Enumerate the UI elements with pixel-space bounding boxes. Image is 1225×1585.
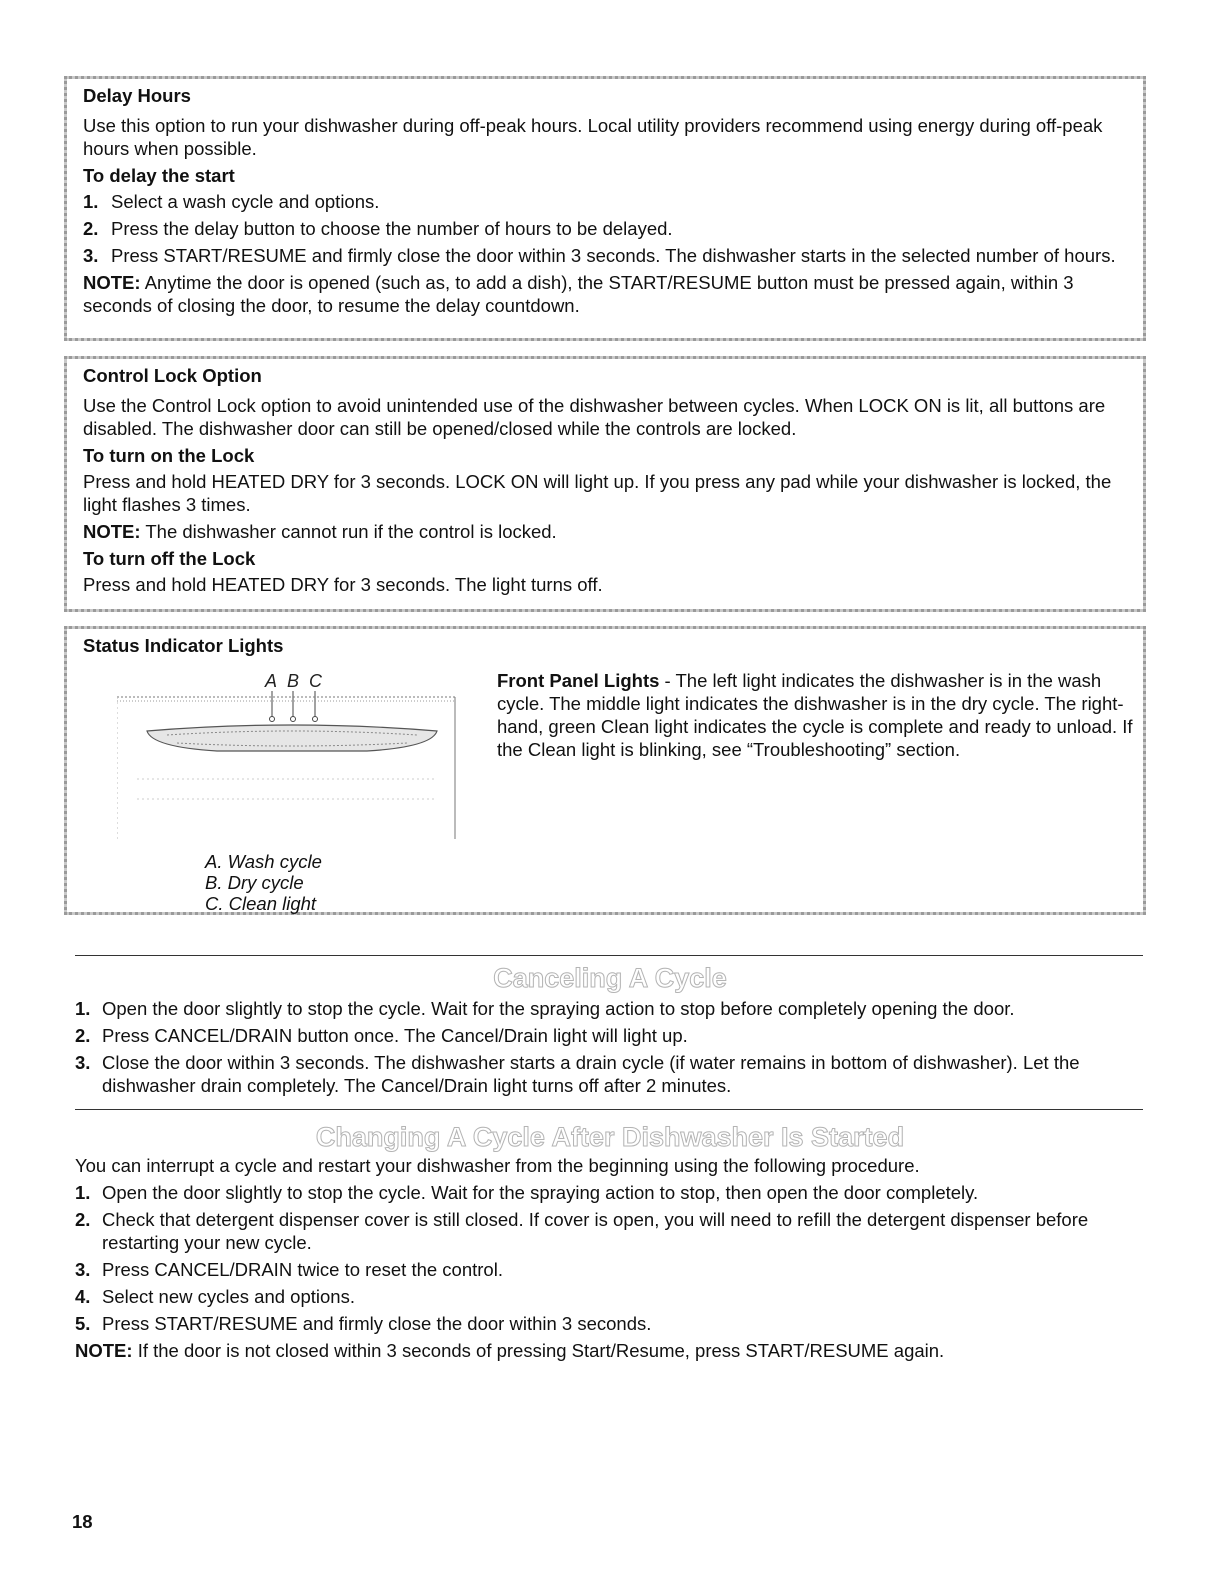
delay-hours-intro: Use this option to run your dishwasher during off-peak hours. Local utility providers recommend using energy during off-peak hours when possible. — [83, 115, 1103, 159]
lock-note: NOTE: The dishwasher cannot run if the control is locked. — [83, 521, 557, 542]
delay-note: NOTE: Anytime the door is opened (such as, to add a dish), the START/RESUME button must be pressed again, within 3 seconds of closing the door, to resume the delay countdown. — [83, 272, 1074, 316]
changing-note: NOTE: If the door is not closed within 3 seconds of pressing Start/Resume, press START/RESUME again. — [75, 1340, 945, 1361]
clean-light-icon — [313, 717, 318, 722]
cancel-steps — [75, 997, 1143, 1097]
list-item: 1. Open the door slightly to stop the cycle. Wait for the spraying action to stop, then open the door completely. — [75, 1182, 979, 1203]
door-handle-icon — [147, 725, 437, 751]
front-panel-text: - The left light indicates the dishwasher is in the wash cycle. The middle light indicates the dishwasher is in the dry cycle. The right-hand, green Clean light indicates the cycle is complete and ready to unload. If the Clean light is blinking, see “Troubleshooting” section. — [497, 670, 1133, 760]
lock-off-subtitle: To turn off the Lock — [83, 548, 256, 569]
list-item: 3. Press CANCEL/DRAIN twice to reset the control. — [75, 1259, 503, 1280]
list-item: 1. Open the door slightly to stop the cycle. Wait for the spraying action to stop before completely opening the door. — [75, 998, 1015, 1019]
list-item: 5. Press START/RESUME and firmly close the door within 3 seconds. — [75, 1313, 652, 1334]
lock-off-text: Press and hold HEATED DRY for 3 seconds. The light turns off. — [83, 574, 603, 595]
label-c: C — [309, 671, 322, 691]
delay-hours-box — [64, 76, 1146, 341]
control-lock-title: Control Lock Option — [83, 365, 262, 386]
dishwasher-panel-illustration — [117, 669, 457, 844]
front-panel-label: Front Panel Lights — [497, 670, 660, 691]
changing-intro: You can interrupt a cycle and restart your dishwasher from the beginning using the following procedure. — [75, 1155, 920, 1176]
divider — [75, 1109, 1143, 1110]
label-b: B — [287, 671, 300, 691]
list-item: 2. Check that detergent dispenser cover is still closed. If cover is open, you will need to refill the detergent dispenser before restarting your new cycle. — [75, 1209, 1089, 1253]
control-lock-box — [64, 356, 1146, 612]
lock-on-text: Press and hold HEATED DRY for 3 seconds. LOCK ON will light up. If you press any pad while your dishwasher is locked, the light flashes 3 times. — [83, 471, 1112, 515]
caption-clean: C. Clean light — [205, 893, 317, 914]
canceling-heading: Canceling A Cycle — [493, 963, 727, 993]
changing-heading: Changing A Cycle After Dishwasher Is Started — [315, 1122, 905, 1152]
list-item: 1. Select a wash cycle and options. — [83, 191, 380, 212]
label-a: A — [265, 671, 278, 691]
list-item: 2. Press CANCEL/DRAIN button once. The Cancel/Drain light will light up. — [75, 1025, 688, 1046]
wash-light-icon — [270, 717, 275, 722]
delay-hours-title: Delay Hours — [83, 85, 191, 106]
change-steps — [75, 1181, 1143, 1335]
caption-dry: B. Dry cycle — [205, 872, 304, 893]
page-number: 18 — [72, 1511, 93, 1532]
status-lights-box — [64, 626, 1146, 915]
delay-start-subtitle: To delay the start — [83, 165, 235, 186]
delay-steps — [83, 190, 1129, 267]
list-item: 3. Press START/RESUME and firmly close the door within 3 seconds. The dishwasher starts in the selected number of hours. — [83, 245, 1116, 266]
status-lights-title: Status Indicator Lights — [83, 635, 284, 656]
caption-wash: A. Wash cycle — [205, 851, 322, 872]
divider — [75, 955, 1143, 956]
canceling-section — [75, 997, 1143, 1101]
list-item: 2. Press the delay button to choose the number of hours to be delayed. — [83, 218, 673, 239]
list-item: 4. Select new cycles and options. — [75, 1286, 355, 1307]
list-item: 3. Close the door within 3 seconds. The dishwasher starts a drain cycle (if water remains in bottom of dishwasher). Let the dishwasher drain completely. The Cancel/Drain light turns off after 2 minutes. — [75, 1052, 1080, 1096]
control-lock-intro: Use the Control Lock option to avoid unintended use of the dishwasher between cycles. When LOCK ON is lit, all buttons are disabled. The dishwasher door can still be opened/closed while the controls are locked. — [83, 395, 1106, 439]
diagram-captions — [205, 851, 322, 914]
changing-section — [75, 1154, 1143, 1366]
dry-light-icon — [291, 717, 296, 722]
lock-on-subtitle: To turn on the Lock — [83, 445, 255, 466]
front-panel-description — [497, 669, 1143, 761]
